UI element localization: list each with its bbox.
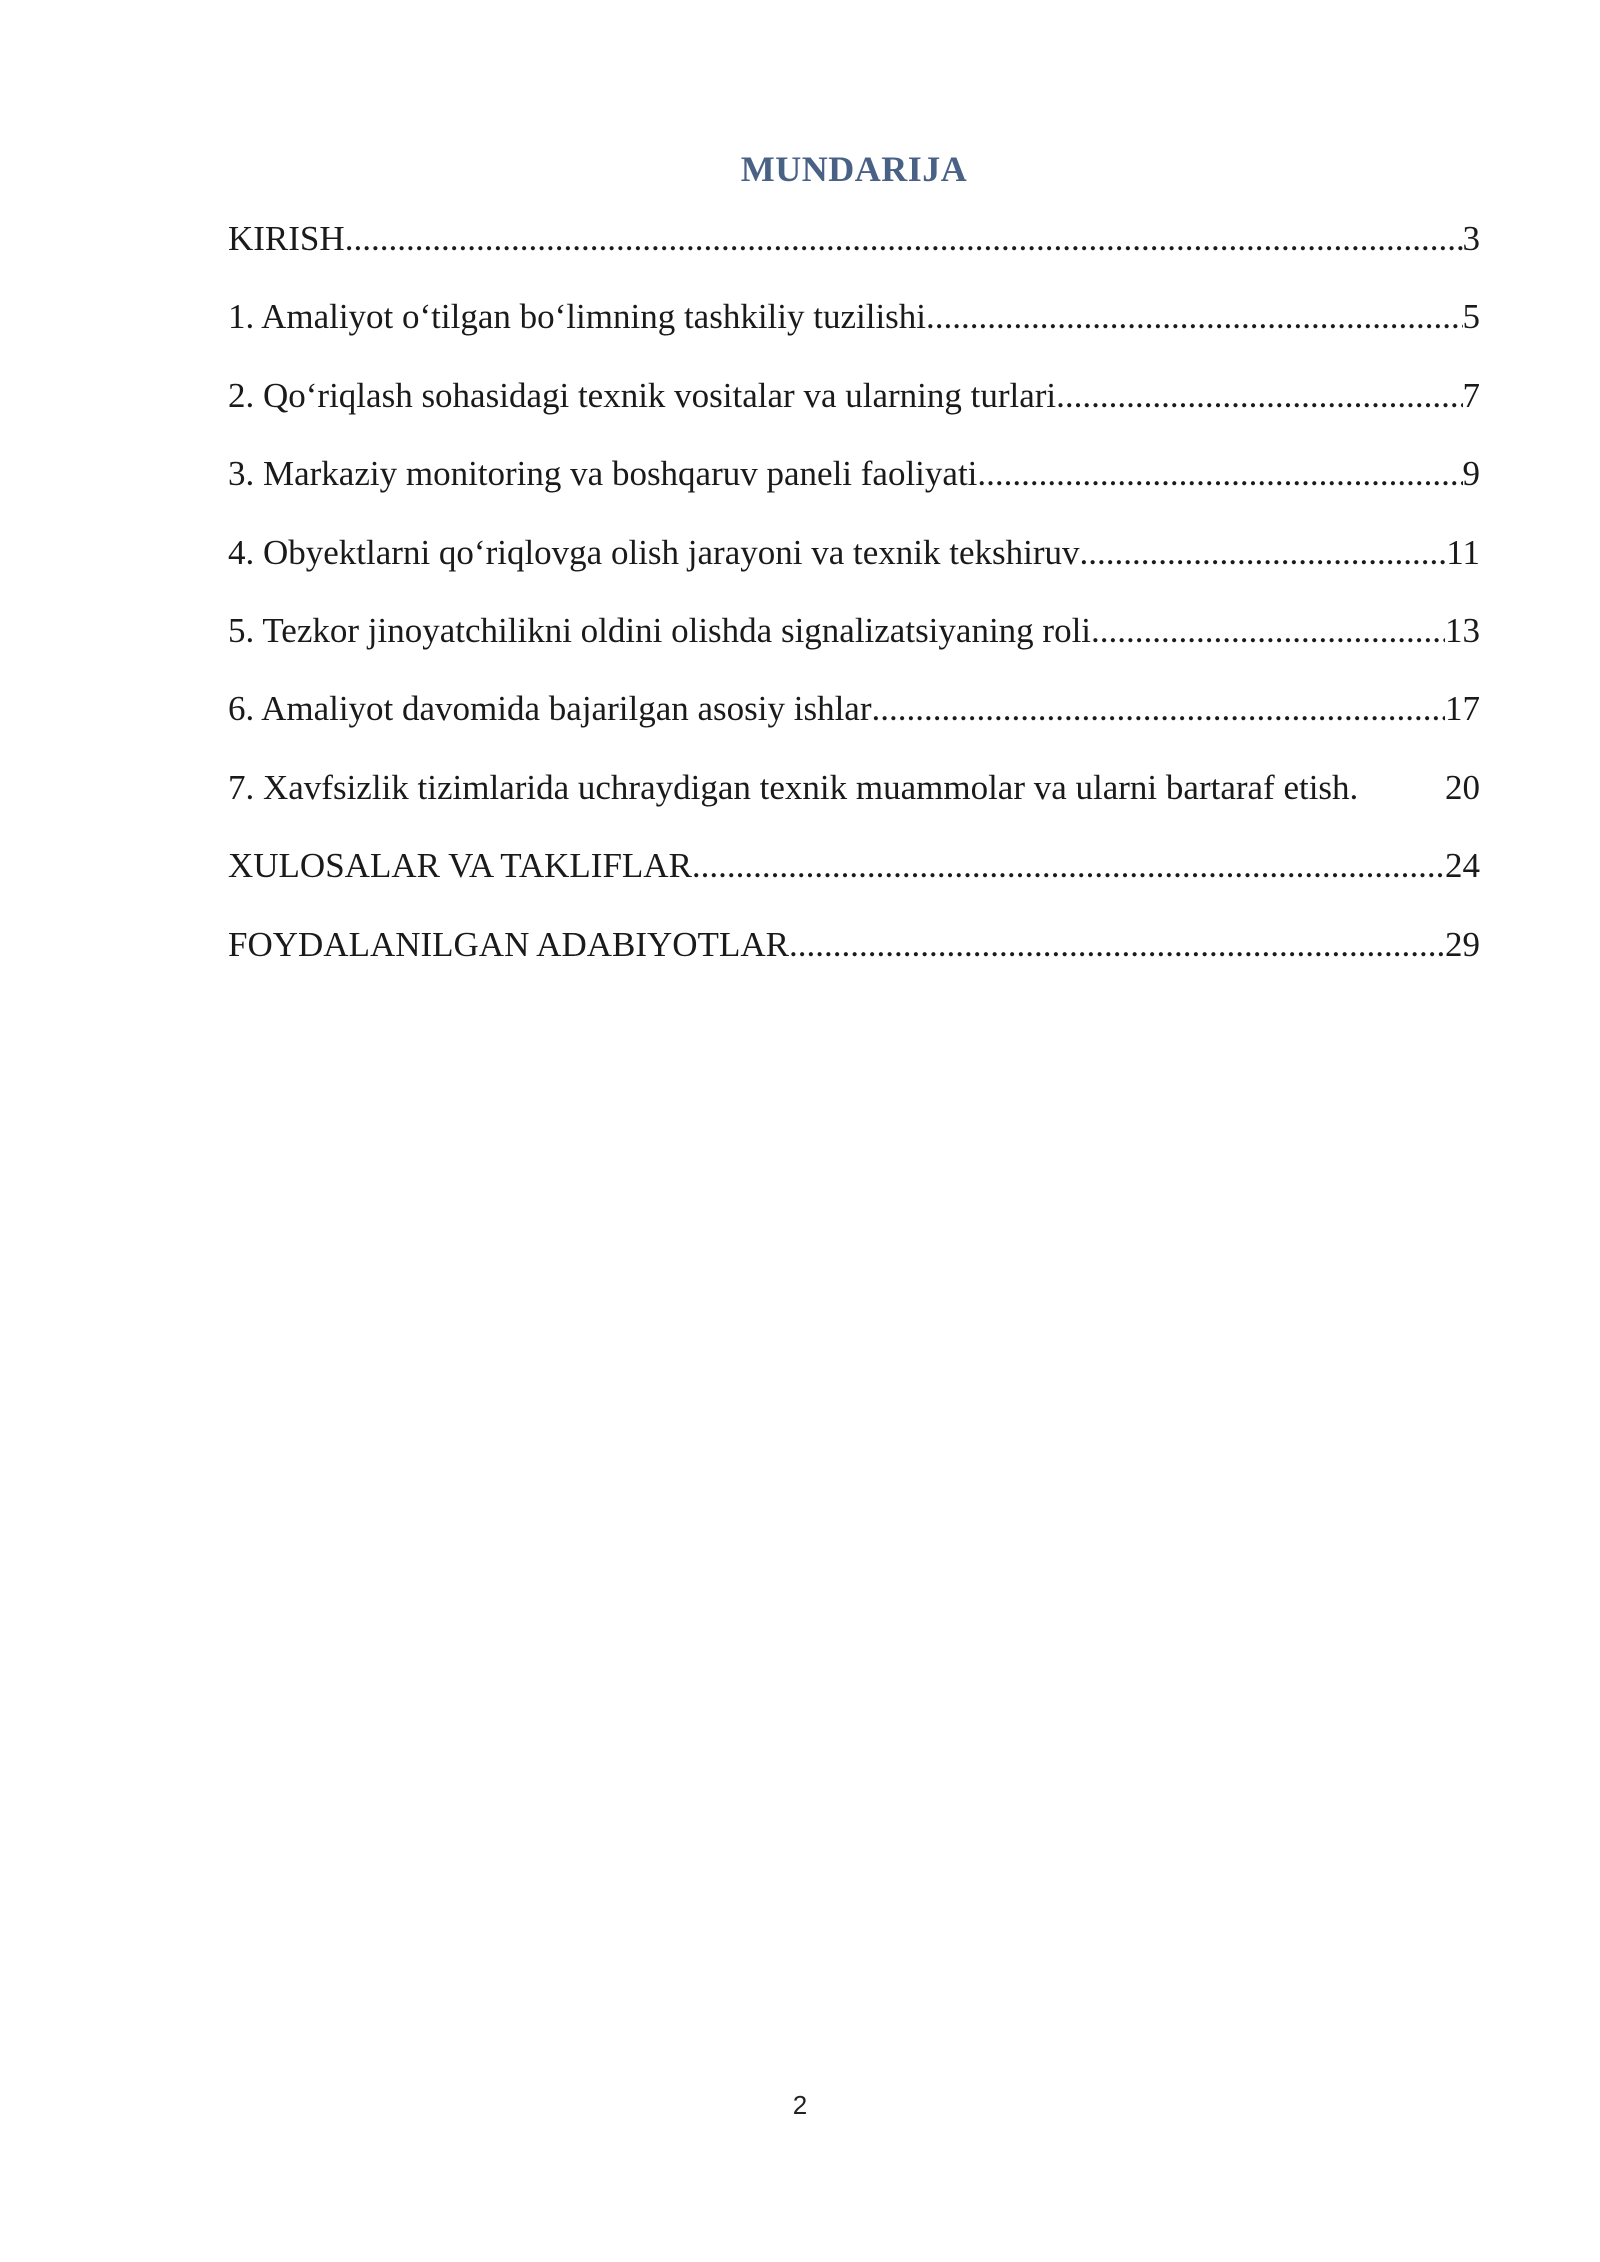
toc-entry-conclusions[interactable] [228,839,1480,917]
toc-entry-page: 20 [1445,767,1480,807]
toc-entry-title: 4. Obyektlarni qo‘riqlovga olish jarayoni va texnik tekshiruv [228,532,1080,572]
toc-dot-leader [926,290,1462,344]
toc-dot-leader [1079,526,1446,580]
toc-dot-leader [871,682,1445,736]
toc-entry-page: 24 [1445,846,1480,886]
toc-entry-page: 13 [1445,610,1480,650]
toc-dot-leader [1056,369,1462,423]
table-of-contents [228,212,1480,996]
toc-entry-title: 6. Amaliyot davomida bajarilgan asosiy ishlar [228,689,872,729]
toc-entry-page: 29 [1445,924,1480,964]
toc-entry-title: 1. Amaliyot o‘tilgan bo‘limning tashkiliy tuzilishi [228,297,927,337]
toc-entry-title: KIRISH [228,219,345,258]
toc-entry-title: 5. Tezkor jinoyatchilikni oldini olishda signalizatsiyaning roli [228,610,1092,650]
toc-entry-title: XULOSALAR VA TAKLIFLAR [228,846,692,886]
toc-entry-page: 11 [1446,532,1480,572]
toc-entry-page: 7 [1462,375,1480,415]
toc-entry-title: 7. Xavfsizlik tizimlarida uchraydigan texnik muammolar va ularni bartaraf etish. [228,767,1359,807]
toc-dot-leader [977,447,1462,501]
toc-entry-title: FOYDALANILGAN ADABIYOTLAR [228,924,789,964]
toc-entry-section-6[interactable] [228,682,1480,760]
toc-entry-section-3[interactable] [228,447,1480,525]
toc-entry-page: 17 [1445,689,1480,729]
toc-entry-section-2[interactable] [228,369,1480,447]
page-number: 2 [792,2090,808,2120]
toc-entry-title: 3. Markaziy monitoring va boshqaruv paneli faoliyati [228,454,978,494]
toc-entry-section-5[interactable] [228,604,1480,682]
toc-entry-section-7[interactable] [228,761,1480,839]
toc-dot-leader [345,212,1463,266]
toc-dot-leader [789,918,1445,972]
toc-dot-leader [692,839,1445,893]
toc-entry-introduction[interactable] [228,212,1480,290]
toc-heading: MUNDARIJA [740,149,968,189]
toc-entry-page: 9 [1462,454,1480,494]
toc-entry-section-1[interactable] [228,290,1480,368]
toc-entry-page: 3 [1462,219,1480,258]
toc-entry-title: 2. Qo‘riqlash sohasidagi texnik vositalar va ularning turlari [228,375,1057,415]
toc-entry-section-4[interactable] [228,526,1480,604]
toc-entry-references[interactable] [228,918,1480,996]
toc-dot-leader [1091,604,1445,658]
toc-entry-page: 5 [1462,297,1480,337]
